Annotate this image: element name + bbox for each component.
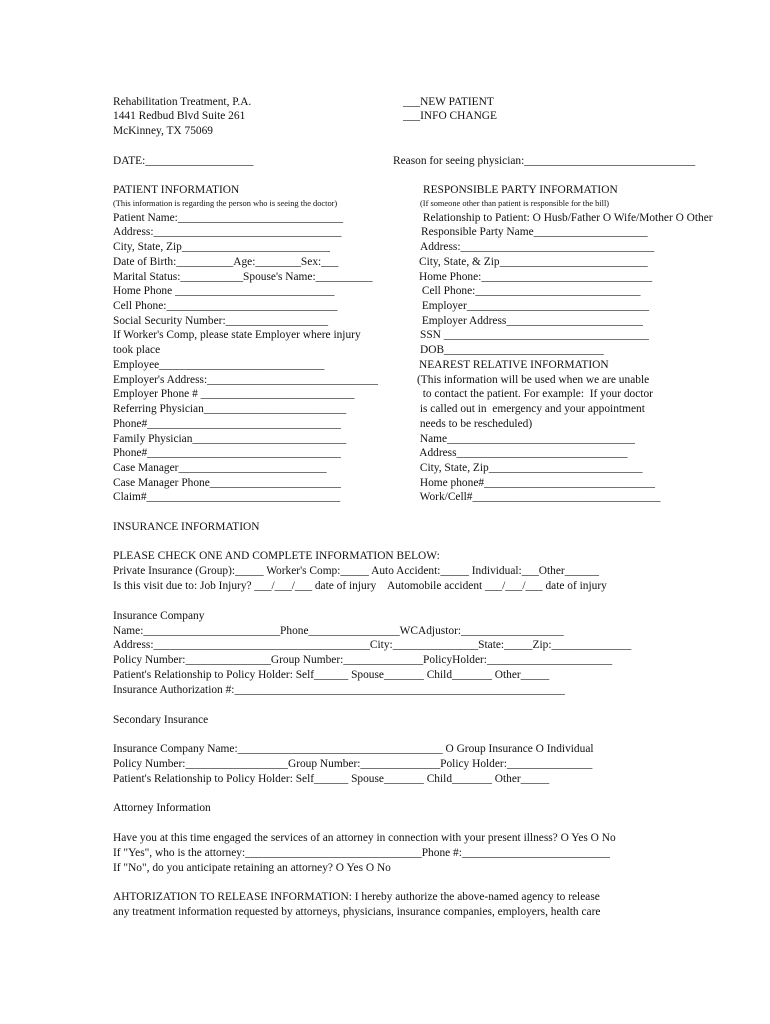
- date-field[interactable]: DATE:___________________: [113, 155, 254, 167]
- new-patient-checkbox[interactable]: ___NEW PATIENT: [403, 96, 494, 108]
- responsible-party-heading: RESPONSIBLE PARTY INFORMATION: [423, 184, 618, 196]
- attorney-name-phone-field[interactable]: If "Yes", who is the attorney:_______________________________Phone #:__________________________: [113, 847, 610, 859]
- relative-work-cell-field[interactable]: Work/Cell#_________________________________: [417, 491, 661, 503]
- case-manager-field[interactable]: Case Manager__________________________: [113, 462, 327, 474]
- insurance-type-options[interactable]: Private Insurance (Group):_____ Worker's Comp:_____ Auto Accident:_____ Individual:___Other______: [113, 565, 599, 577]
- attorney-engaged-question[interactable]: Have you at this time engaged the services of an attorney in connection with your present illness? O Yes O No: [113, 832, 616, 844]
- workers-comp-employer-label-cont: took place: [113, 344, 161, 356]
- patient-city-state-zip-field[interactable]: City, State, Zip__________________________: [113, 241, 330, 253]
- marital-status-field[interactable]: Marital Status:___________Spouse's Name:__________: [113, 271, 373, 283]
- employer-address-field[interactable]: Employer's Address:______________________________: [113, 374, 378, 386]
- nearest-relative-note-4: needs to be rescheduled): [417, 418, 533, 430]
- relative-address-field[interactable]: Address______________________________: [417, 447, 628, 459]
- attorney-anticipate-question[interactable]: If "No", do you anticipate retaining an attorney? O Yes O No: [113, 862, 391, 874]
- claim-field[interactable]: Claim#__________________________________: [113, 491, 341, 503]
- referring-phone-field[interactable]: Phone#__________________________________: [113, 418, 341, 430]
- home-phone-field[interactable]: Home Phone ____________________________: [113, 285, 335, 297]
- relationship-to-patient-options[interactable]: Relationship to Patient: O Husb/Father O Wife/Mother O Other: [420, 212, 713, 224]
- employer-phone-field[interactable]: Employer Phone # ___________________________: [113, 388, 355, 400]
- responsible-ssn-field[interactable]: SSN ____________________________________: [420, 329, 649, 341]
- insurance-instructions: PLEASE CHECK ONE AND COMPLETE INFORMATION BELOW:: [113, 550, 440, 562]
- patient-dob-age-sex-field[interactable]: Date of Birth:__________Age:________Sex:___: [113, 256, 339, 268]
- responsible-address-field[interactable]: Address:__________________________________: [420, 241, 655, 253]
- relative-home-phone-field[interactable]: Home phone#______________________________: [417, 477, 655, 489]
- nearest-relative-heading: NEAREST RELATIVE INFORMATION: [419, 359, 609, 371]
- insurance-authorization-field[interactable]: Insurance Authorization #:__________________________________________________________: [113, 684, 565, 696]
- employee-field[interactable]: Employee_____________________________: [113, 359, 325, 371]
- patient-info-heading: PATIENT INFORMATION: [113, 184, 240, 196]
- ssn-field[interactable]: Social Security Number:__________________: [113, 315, 329, 327]
- nearest-relative-note-2: to contact the patient. For example: If your doctor: [417, 388, 653, 400]
- patient-info-note: (This information is regarding the person who is seeing the doctor): [113, 199, 338, 208]
- case-manager-phone-field[interactable]: Case Manager Phone_______________________: [113, 477, 341, 489]
- practice-address-street: 1441 Redbud Blvd Suite 261: [113, 110, 246, 122]
- responsible-dob-field[interactable]: DOB____________________________: [420, 344, 604, 356]
- responsible-employer-field[interactable]: Employer________________________________: [419, 300, 650, 312]
- family-physician-field[interactable]: Family Physician___________________________: [113, 433, 347, 445]
- secondary-policy-field[interactable]: Policy Number:__________________Group Number:______________Policy Holder:_______________: [113, 758, 593, 770]
- responsible-cell-phone-field[interactable]: Cell Phone:_____________________________: [419, 285, 641, 297]
- insurance-relationship-field[interactable]: Patient's Relationship to Policy Holder: Self______ Spouse_______ Child_______ Other_____: [113, 669, 550, 681]
- cell-phone-field[interactable]: Cell Phone:______________________________: [113, 300, 338, 312]
- injury-date-fields[interactable]: Is this visit due to: Job Injury? ___/___/___ date of injury Automobile accident ___/___/___ date of injury: [113, 580, 607, 592]
- insurance-company-label: Insurance Company: [113, 610, 205, 622]
- practice-address-city: McKinney, TX 75069: [113, 125, 213, 137]
- workers-comp-employer-label: If Worker's Comp, please state Employer where injury: [113, 329, 361, 341]
- secondary-insurance-heading: Secondary Insurance: [113, 714, 209, 726]
- authorization-text-line-1: AHTORIZATION TO RELEASE INFORMATION: I hereby authorize the above-named agency to release: [113, 891, 600, 903]
- responsible-party-name-field[interactable]: Responsible Party Name____________________: [421, 226, 648, 238]
- relative-name-field[interactable]: Name_________________________________: [417, 433, 635, 445]
- patient-name-field[interactable]: Patient Name:_____________________________: [113, 212, 344, 224]
- attorney-heading: Attorney Information: [113, 802, 211, 814]
- family-phone-field[interactable]: Phone#__________________________________: [113, 447, 341, 459]
- nearest-relative-note-3: is called out in emergency and your appointment: [417, 403, 645, 415]
- secondary-company-field[interactable]: Insurance Company Name:____________________________________ O Group Insurance O Individual: [113, 743, 594, 755]
- responsible-employer-address-field[interactable]: Employer Address________________________: [419, 315, 644, 327]
- practice-name: Rehabilitation Treatment, P.A.: [113, 96, 252, 108]
- nearest-relative-note-1: (This information will be used when we are unable: [417, 374, 650, 386]
- referring-physician-field[interactable]: Referring Physician_________________________: [113, 403, 347, 415]
- secondary-relationship-field[interactable]: Patient's Relationship to Policy Holder: Self______ Spouse_______ Child_______ Other_____: [113, 773, 550, 785]
- authorization-text-line-2: any treatment information requested by attorneys, physicians, insurance companies, employers, health care: [113, 906, 601, 918]
- reason-field[interactable]: Reason for seeing physician:______________________________: [393, 155, 696, 167]
- insurance-heading: INSURANCE INFORMATION: [113, 521, 260, 533]
- responsible-party-note: (If someone other than patient is responsible for the bill): [420, 199, 610, 208]
- info-change-checkbox[interactable]: ___INFO CHANGE: [403, 110, 497, 122]
- patient-address-field[interactable]: Address:_________________________________: [113, 226, 342, 238]
- relative-city-state-zip-field[interactable]: City, State, Zip___________________________: [417, 462, 643, 474]
- insurance-name-phone-adjustor-field[interactable]: Name:________________________Phone________________WCAdjustor:__________________: [113, 625, 564, 637]
- responsible-home-phone-field[interactable]: Home Phone:______________________________: [419, 271, 653, 283]
- insurance-address-field[interactable]: Address:______________________________________City:_______________State:_____Zip:______________: [113, 639, 632, 651]
- insurance-policy-field[interactable]: Policy Number:_______________Group Number:______________PolicyHolder:______________________: [113, 654, 613, 666]
- responsible-city-state-zip-field[interactable]: City, State, & Zip__________________________: [419, 256, 648, 268]
